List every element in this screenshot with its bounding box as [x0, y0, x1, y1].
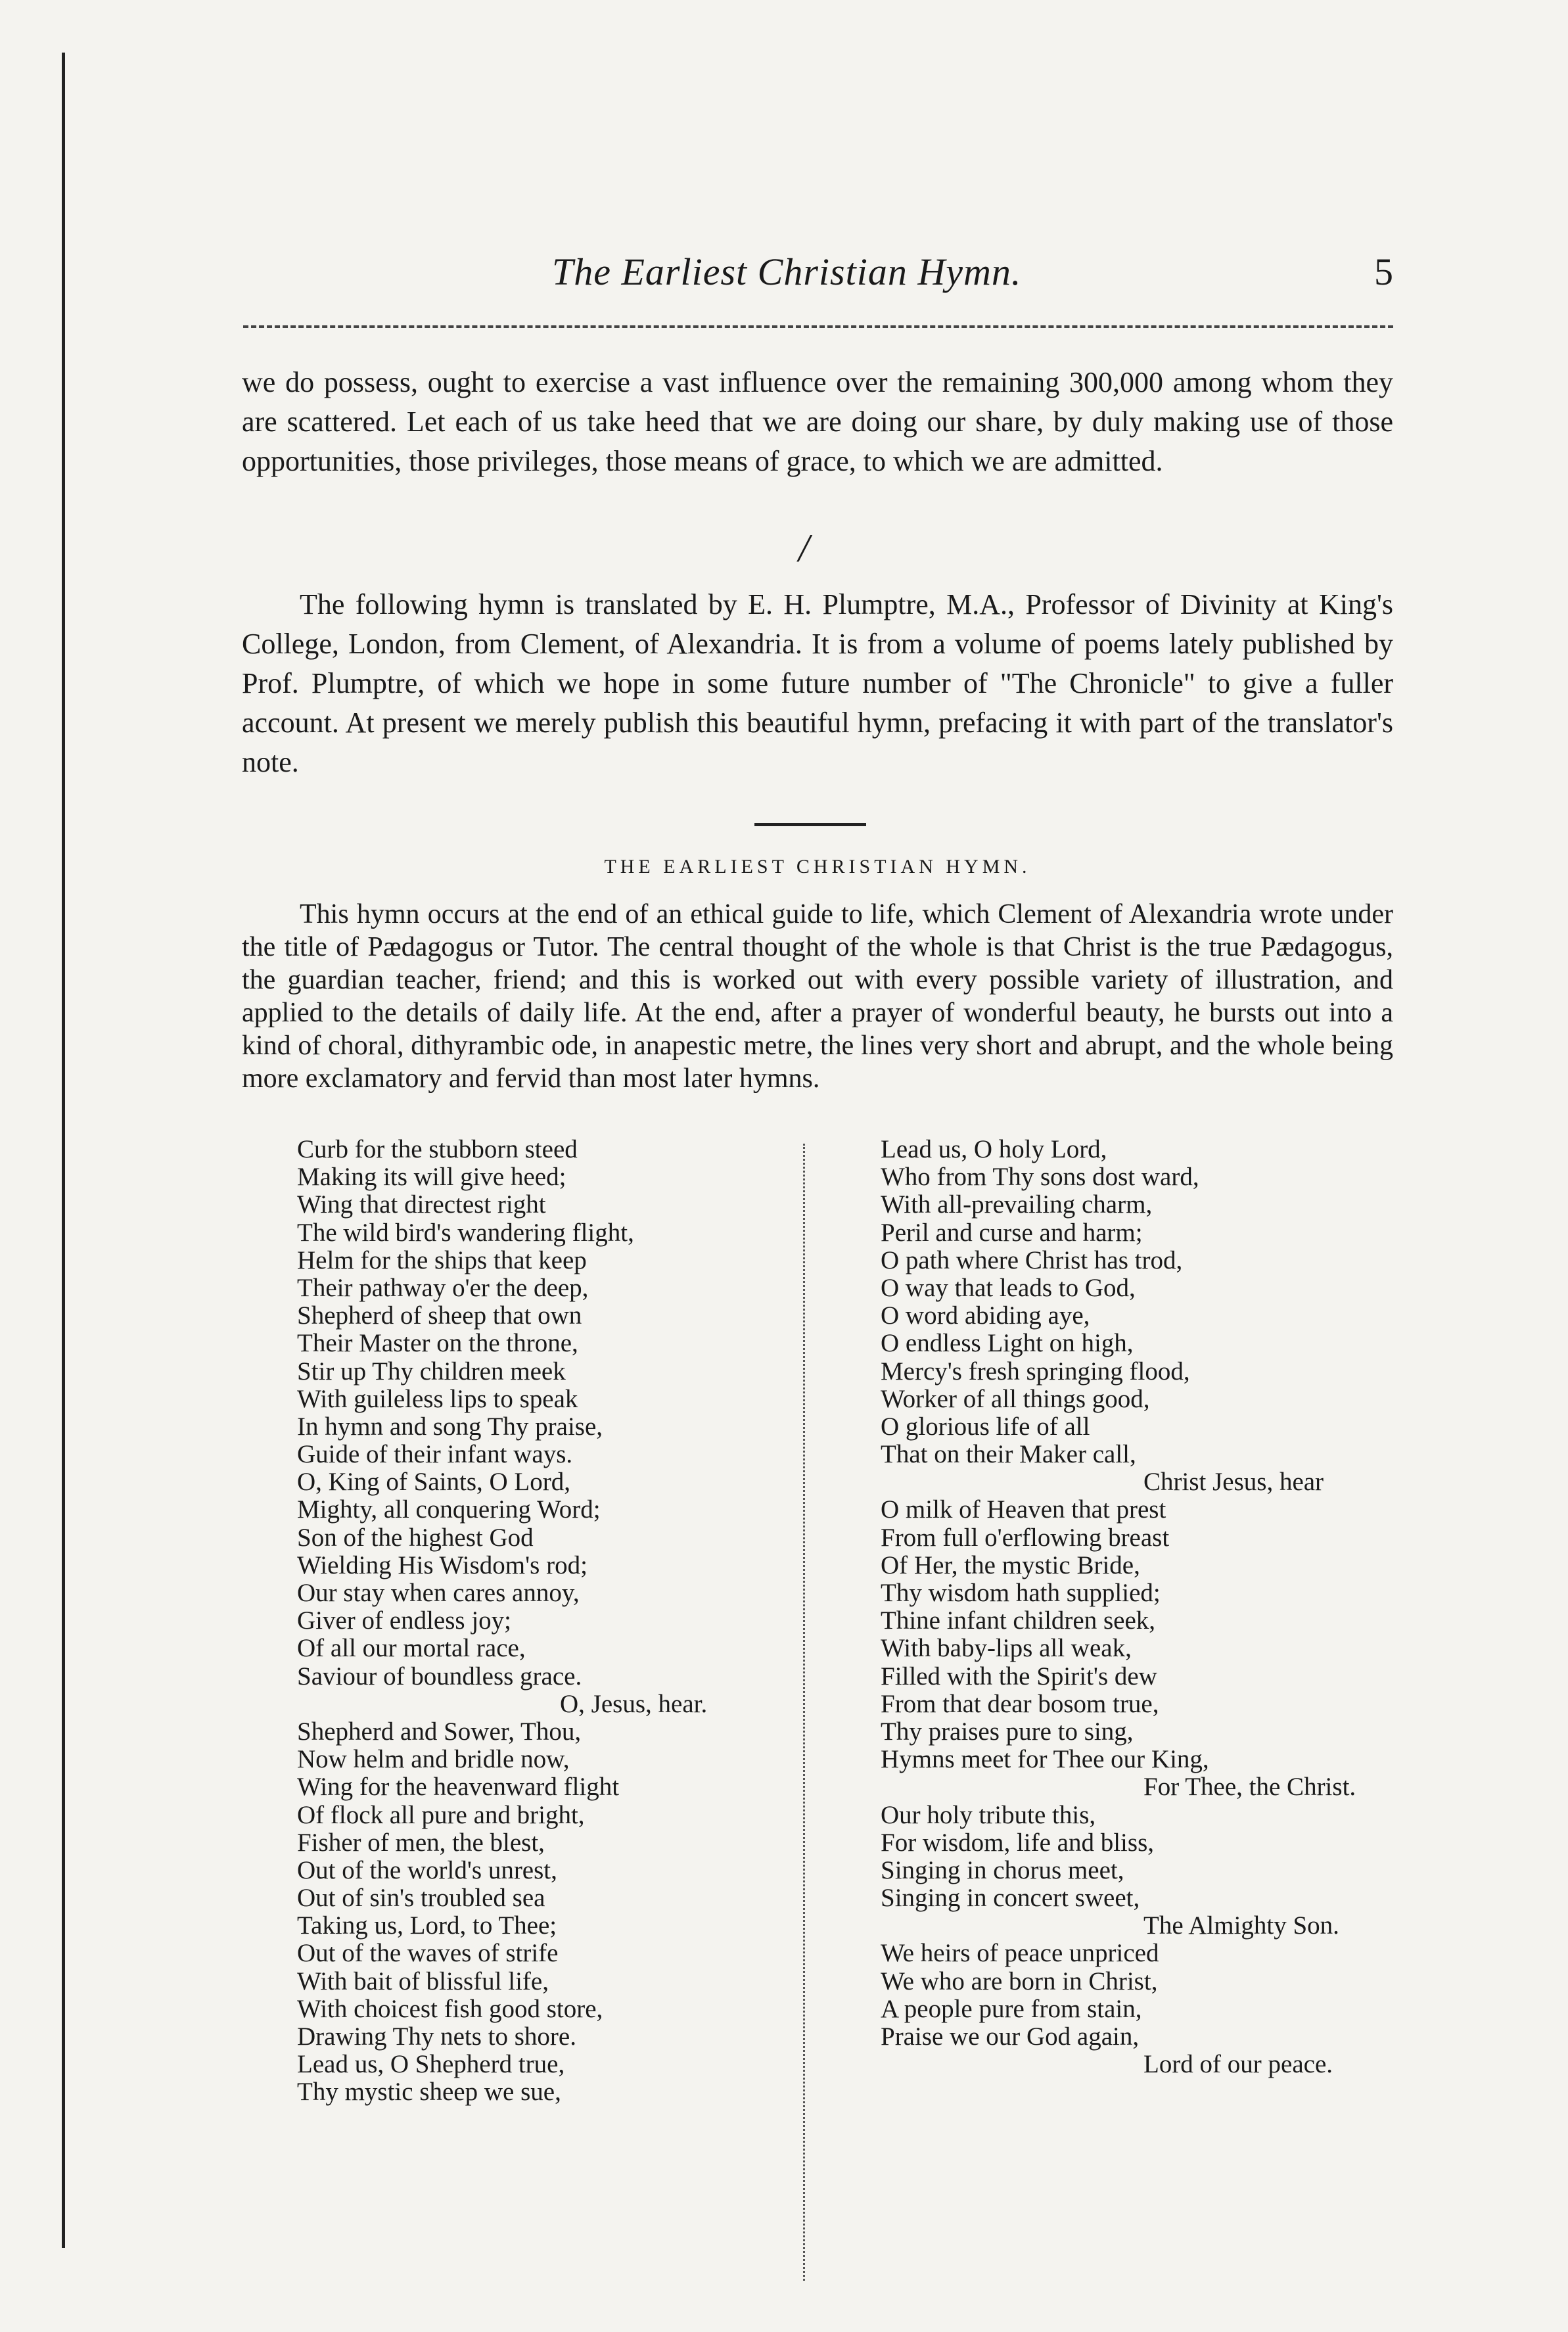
hymn-line: Now helm and bridle now, — [297, 1745, 570, 1774]
hymn-line: Peril and curse and harm; — [881, 1218, 1143, 1247]
hymn-line: Out of sin's troubled sea — [297, 1884, 545, 1913]
hymn-line: From that dear bosom true, — [881, 1689, 1159, 1718]
hymn-line: Drawing Thy nets to shore. — [297, 2022, 576, 2051]
hymn-line: Wing for the heavenward flight — [297, 1773, 620, 1802]
hymn-left-column — [297, 1136, 757, 2107]
translator-note: This hymn occurs at the end of an ethical guide to life, which Clement of Alexandria wrote under the title of Pædagogus or Tutor. The central thought of the whole is that Christ is the true Pædagogus, the guardian teacher, friend; and this is worked out with every possible variety of illustration, and applied to the details of daily life. At the end, after a prayer of wonderful beauty, he bursts out into a kind of choral, dithyrambic ode, in anapestic metre, the lines very short and abrupt, and the whole being more exclamatory and fervid than most later hymns. — [242, 899, 1393, 1094]
hymn-line: Out of the waves of strife — [297, 1939, 559, 1968]
hymn-line: A people pure from stain, — [881, 1994, 1142, 2023]
hymn-line: O endless Light on high, — [881, 1329, 1134, 1358]
hymn-line: Of flock all pure and bright, — [297, 1800, 585, 1829]
hymn-line: Son of the highest God — [297, 1523, 534, 1552]
hymn-line: O milk of Heaven that prest — [881, 1495, 1166, 1524]
hymn-line: Their pathway o'er the deep, — [297, 1273, 589, 1302]
hymn-line: Their Master on the throne, — [297, 1329, 578, 1358]
hymn-line: Stir up Thy children meek — [297, 1357, 566, 1386]
hymn-line: Who from Thy sons dost ward, — [881, 1163, 1199, 1192]
hymn-line: Singing in concert sweet, — [881, 1884, 1140, 1913]
hymn-line: For wisdom, life and bliss, — [881, 1828, 1154, 1857]
hymn-line: Fisher of men, the blest, — [297, 1828, 545, 1857]
hymn-line: Thine infant children seek, — [881, 1606, 1156, 1635]
hymn-line: With baby-lips all weak, — [881, 1634, 1132, 1663]
hymn-line: Lead us, O Shepherd true, — [297, 2050, 565, 2079]
page-number: 5 — [1374, 250, 1393, 293]
hymn-line: Wing that directest right — [297, 1190, 546, 1219]
hymn-line: The Almighty Son. — [1143, 1911, 1339, 1940]
hymn-line: Shepherd of sheep that own — [297, 1301, 582, 1330]
hymn-line: Taking us, Lord, to Thee; — [297, 1911, 557, 1940]
intro-paragraph: The following hymn is translated by E. H. Plumptre, M.A., Professor of Divinity at King's College, London, from Clement, of Alexandria. It is from a volume of poems lately published by Prof. Plumptre, of which we hope in some future number of "The Chronicle" to give a fuller account. At present we merely publish this beautiful hymn, prefacing it with part of the translator's note. — [242, 588, 1393, 778]
hymn-line: Filled with the Spirit's dew — [881, 1662, 1157, 1691]
section-heading: THE EARLIEST CHRISTIAN HYMN. — [604, 856, 1031, 877]
hymn-line: O way that leads to God, — [881, 1273, 1136, 1302]
hymn-line: With choicest fish good store, — [297, 1994, 603, 2023]
margin-rule — [62, 53, 65, 2248]
running-title: The Earliest Christian Hymn. — [552, 250, 1022, 293]
hymn-line: Praise we our God again, — [881, 2022, 1140, 2051]
hymn-line: Making its will give heed; — [297, 1163, 566, 1192]
hymn-line: Hymns meet for Thee our King, — [881, 1745, 1209, 1774]
hymn-line: Of Her, the mystic Bride, — [881, 1551, 1140, 1579]
hymn-line: In hymn and song Thy praise, — [297, 1412, 603, 1441]
hymn-line: O, King of Saints, O Lord, — [297, 1468, 570, 1497]
hymn-line: With guileless lips to speak — [297, 1384, 578, 1413]
divider-mark: / — [798, 526, 810, 570]
hymn-line: O path where Christ has trod, — [881, 1246, 1183, 1274]
hymn-line: Wielding His Wisdom's rod; — [297, 1551, 588, 1579]
hymn-line: Giver of endless joy; — [297, 1606, 512, 1635]
hymn-line: Thy praises pure to sing, — [881, 1717, 1134, 1746]
hymn-line: From full o'erflowing breast — [881, 1523, 1170, 1552]
hymn-line: With all-prevailing charm, — [881, 1190, 1153, 1219]
page-header — [552, 250, 1393, 309]
hymn-line: Of all our mortal race, — [297, 1634, 526, 1663]
hymn-line: Worker of all things good, — [881, 1384, 1150, 1413]
hymn-line: Our stay when cares annoy, — [297, 1579, 580, 1607]
hymn-line: O glorious life of all — [881, 1412, 1090, 1441]
hymn-line: Lord of our peace. — [1143, 2050, 1333, 2079]
continued-paragraph: we do possess, ought to exercise a vast influence over the remaining 300,000 among whom they are scattered. Let each of us take heed that we are doing our share, by duly making use of those opportunities, those privileges, those means of grace, to which we are admitted. — [242, 366, 1393, 477]
hymn-line: The wild bird's wandering flight, — [297, 1218, 634, 1247]
hymn-line: Guide of their infant ways. — [297, 1440, 573, 1469]
hymn-line: Shepherd and Sower, Thou, — [297, 1717, 582, 1746]
column-divider — [803, 1144, 807, 2281]
hymn-line: O word abiding aye, — [881, 1301, 1090, 1330]
hymn-line: With bait of blissful life, — [297, 1967, 549, 1995]
hymn-line: Curb for the stubborn steed — [297, 1135, 578, 1163]
hymn-line: That on their Maker call, — [881, 1440, 1136, 1469]
hymn-line: Thy wisdom hath supplied; — [881, 1579, 1161, 1607]
hymn-line: Mighty, all conquering Word; — [297, 1495, 601, 1524]
hymn-line: For Thee, the Christ. — [1143, 1773, 1356, 1802]
hymn-line: Thy mystic sheep we sue, — [297, 2078, 561, 2107]
hymn-line: Christ Jesus, hear — [1143, 1468, 1324, 1497]
header-rule — [243, 325, 1393, 328]
hymn-line: O, Jesus, hear. — [560, 1689, 708, 1718]
hymn-line: We heirs of peace unpriced — [881, 1939, 1159, 1968]
hymn-line: Mercy's fresh springing flood, — [881, 1357, 1190, 1386]
hymn-right-column — [881, 1136, 1354, 2078]
hymn-line: Out of the world's unrest, — [297, 1855, 557, 1884]
hymn-line: Helm for the ships that keep — [297, 1246, 587, 1274]
hymn-line: Saviour of boundless grace. — [297, 1662, 582, 1691]
hymn-line: Our holy tribute this, — [881, 1800, 1096, 1829]
hymn-line: Singing in chorus meet, — [881, 1855, 1124, 1884]
hymn-line: Lead us, O holy Lord, — [881, 1135, 1107, 1163]
hymn-line: We who are born in Christ, — [881, 1967, 1158, 1995]
section-rule — [754, 823, 866, 826]
